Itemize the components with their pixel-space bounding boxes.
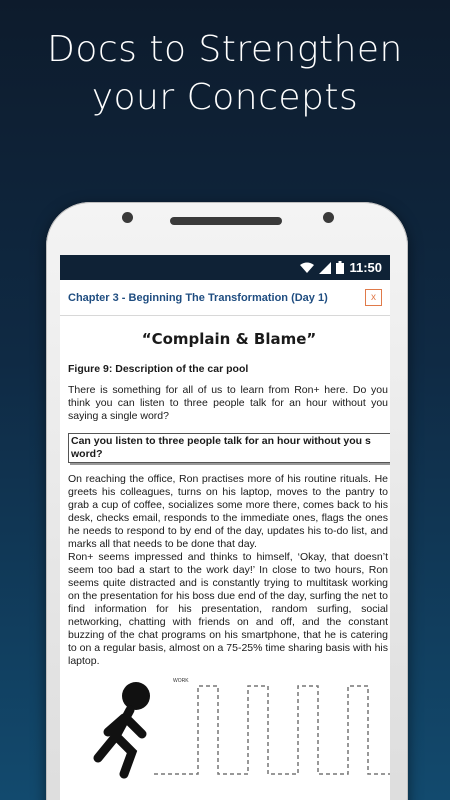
phone-screen: [60, 255, 390, 800]
close-button[interactable]: x: [365, 289, 382, 306]
figure-head: [122, 682, 150, 710]
chapter-title: Chapter 3 - Beginning The Transformation (Day 1): [68, 291, 328, 304]
app-bar: [60, 280, 390, 316]
question-line-1: Can you listen to three people talk for an hour without you s: [71, 435, 371, 447]
work-pattern-line: [154, 686, 390, 774]
intro-paragraph: There is something for all of us to learn from Ron+ here. Do you think you can listen to three people talk for an hour without you saying a single word?: [68, 384, 388, 422]
stick-figure-illustration: [68, 674, 390, 784]
proximity-sensor: [323, 212, 334, 223]
document-content: [60, 330, 390, 784]
figure-caption: Figure 9: Description of the car pool: [68, 363, 249, 375]
front-camera: [122, 212, 133, 223]
document-heading: “Complain & Blame”: [141, 330, 317, 348]
work-label: WORK: [173, 678, 189, 684]
body-paragraph: On reaching the office, Ron practises more of his routine rituals. He greets his colleagues, turns on his laptop, moves to the pantry to grab a cup of coffee, socializes some more there, comes back to his desk, checks email, responds to the immediate ones, flags the ones he needs to respond to by end of the day, updates his to-do list, and marks all that needs to be done that day.: [68, 473, 388, 550]
status-bar: [60, 255, 390, 280]
work-illustration: [68, 674, 390, 784]
signal-icon: [319, 262, 331, 274]
status-time: 11:50: [349, 260, 382, 275]
body-paragraph-2: Ron+ seems impressed and thinks to himself, ‘Okay, that doesn’t seem too bad a start to the work day!’ In close to two hours, Ron seems quite distracted and is constantly trying to multitask working on the presentation for his boss due end of the day, surfing the net to find information for his presentation, random surfing, social networking, chatting with friends on and off, and the constant buzzing of the chat programs on his smartphone, that he is catering to on a regular basis, almost on a 75-25% time sharing basis with his laptop.: [68, 551, 388, 667]
figure-body: [98, 710, 142, 774]
promo-title-line-1: Docs to Strengthen: [47, 29, 403, 70]
question-line-2: word?: [71, 448, 103, 460]
battery-icon: [336, 261, 344, 274]
earpiece-speaker: [170, 217, 282, 225]
promo-title: [0, 26, 450, 122]
promo-title-line-2: your Concepts: [91, 77, 359, 118]
question-box: [68, 433, 390, 463]
wifi-icon: [300, 262, 314, 274]
